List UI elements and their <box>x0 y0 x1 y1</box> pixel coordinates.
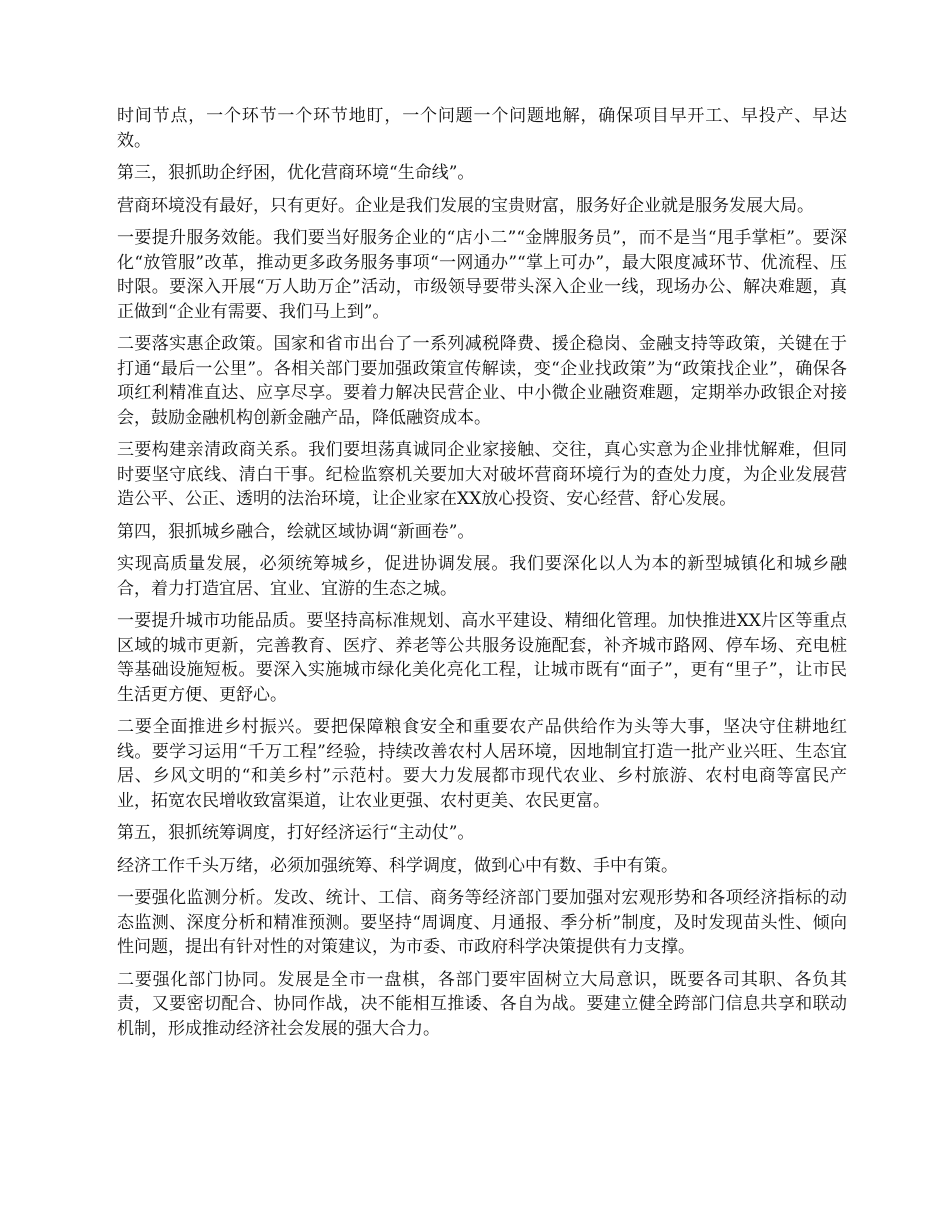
paragraph: 一要提升城市功能品质。要坚持高标准规划、高水平建设、精细化管理。加快推进XX片区等重点区域的城市更新，完善教育、医疗、养老等公共服务设施配套，补齐城市路网、停车场、充电桩等基础设施短板。要深入实施城市绿化美化亮化工程，让城市既有“面子”，更有“里子”，让市民生活更方便、更舒心。 <box>117 611 847 705</box>
paragraph: 营商环境没有最好，只有更好。企业是我们发展的宝贵财富，服务好企业就是服务发展大局。 <box>117 195 814 216</box>
paragraph: 二要落实惠企政策。国家和省市出台了一系列减税降费、援企稳岗、金融支持等政策，关键在于打通“最后一公里”。各相关部门要加强政策宣传解读，变“企业找政策”为“政策找企业”，确保各项红利精准直达、应享尽享。要着力解决民营企业、中小微企业融资难题，定期举办政银企对接会，鼓励金融机构创新金融产品，降低融资成本。 <box>117 334 847 428</box>
document-body <box>117 104 847 1049</box>
paragraph: 二要强化部门协同。发展是全市一盘棋，各部门要牢固树立大局意识，既要各司其职、各负其责，又要密切配合、协同作战，决不能相互推诿、各自为战。要建立健全跨部门信息共享和联动机制，形成推动经济社会发展的强大合力。 <box>117 969 847 1039</box>
paragraph: 经济工作千头万绪，必须加强统筹、科学调度，做到心中有数、手中有策。 <box>117 855 678 876</box>
section-heading: 第三，狠抓助企纾困，优化营商环境“生命线”。 <box>117 163 475 183</box>
paragraph: 一要提升服务效能。我们要当好服务企业的“店小二”“金牌服务员”，而不是当“甩手掌柜”。要深化“放管服”改革，推动更多政务服务事项“一网通办”“掌上可办”，最大限度减环节、优流程、压时限。要深入开展“万人助万企”活动，市级领导要带头深入企业一线，现场办公、解决难题，真正做到“企业有需要、我们马上到”。 <box>117 228 847 322</box>
paragraph: 时间节点，一个环节一个环节地盯，一个问题一个问题地解，确保项目早开工、早投产、早达效。 <box>117 106 847 151</box>
paragraph: 一要强化监测分析。发改、统计、工信、商务等经济部门要加强对宏观形势和各项经济指标的动态监测、深度分析和精准预测。要坚持“周调度、月通报、季分析”制度，及时发现苗头性、倾向性问题，提出有针对性的对策建议，为市委、市政府科学决策提供有力支撑。 <box>117 888 847 957</box>
paragraph: 三要构建亲清政商关系。我们要坦荡真诚同企业家接触、交往，真心实意为企业排忧解难，但同时要坚守底线、清白干事。纪检监察机关要加大对破坏营商环境行为的查处力度，为企业发展营造公平、公正、透明的法治环境，让企业家在XX放心投资、安心经营、舒心发展。 <box>117 440 847 509</box>
paragraph: 实现高质量发展，必须统筹城乡，促进协调发展。我们要深化以人为本的新型城镇化和城乡融合，着力打造宜居、宜业、宜游的生态之城。 <box>117 554 847 599</box>
section-heading: 第五，狠抓统筹调度，打好经济运行“主动仗”。 <box>117 823 475 843</box>
section-heading: 第四，狠抓城乡融合，绘就区域协调“新画卷”。 <box>117 521 475 542</box>
paragraph: 二要全面推进乡村振兴。要把保障粮食安全和重要农产品供给作为头等大事，坚决守住耕地红线。要学习运用“千万工程”经验，持续改善农村人居环境，因地制宜打造一批产业兴旺、生态宜居、乡风文明的“和美乡村”示范村。要大力发展都市现代农业、乡村旅游、农村电商等富民产业，拓宽农民增收致富渠道，让农业更强、农村更美、农民更富。 <box>117 717 847 811</box>
